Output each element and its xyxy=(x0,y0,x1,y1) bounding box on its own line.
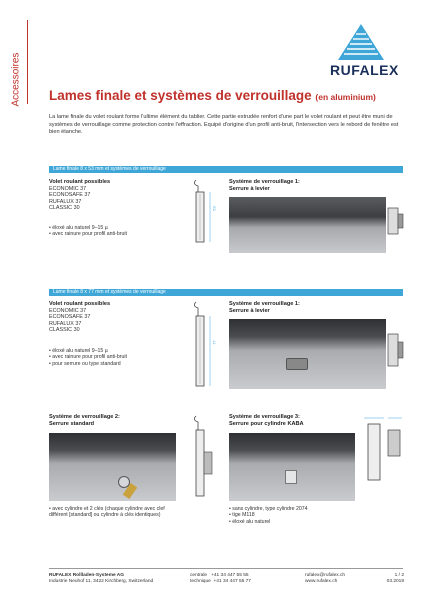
title-sub: (en aluminium) xyxy=(315,92,376,102)
bullet-item: • éloxé alu naturel 9–15 µ xyxy=(49,348,169,354)
bullet-item: • avec rainure pour profil anti-bruit xyxy=(49,231,169,237)
footer-central: +41 34 447 55 55 xyxy=(211,573,249,578)
footer-phones xyxy=(190,573,300,585)
model-item: CLASSIC 30 xyxy=(49,205,80,212)
section3-left-heading xyxy=(49,414,189,427)
kaba-lock-photo xyxy=(229,433,355,501)
model-item: ECONOSAFE 37 xyxy=(49,192,91,199)
bullet-item: • sans cylindre, type cylindre 2074 xyxy=(229,506,369,512)
dim-label: 53 xyxy=(211,206,217,211)
rufalex-logo-icon xyxy=(336,22,386,62)
sidebar-label: Accessoires xyxy=(10,52,22,107)
kaba-drawing-icon xyxy=(360,414,406,484)
footer-company: RUFALEX Rollladen-Systeme AG xyxy=(49,573,124,578)
section2-lock xyxy=(229,301,389,314)
section3-right-bullets xyxy=(229,506,369,525)
section1-lock-sub: Serrure à levier xyxy=(229,185,270,192)
bullet-item: • pour serrure ou type standard xyxy=(49,361,169,367)
footer-tech: +41 34 447 55 77 xyxy=(213,579,251,584)
kaba-cylinder-icon xyxy=(285,470,297,484)
section2-heading: Volet roulant possibles xyxy=(49,301,111,307)
footer-page-info xyxy=(380,573,404,585)
section3-left-bullets xyxy=(49,506,169,519)
footer-web[interactable]: www.rufalex.ch xyxy=(305,579,338,584)
section3-left-title: Système de verrouillage 2: xyxy=(49,414,120,420)
section1-rule xyxy=(49,172,403,173)
lock-photo-2 xyxy=(229,319,386,389)
model-item: ECONOMIC 37 xyxy=(49,307,87,314)
lever-lock-drawing-icon xyxy=(386,204,406,238)
section2-rule xyxy=(49,295,403,296)
footer-company-block xyxy=(49,573,179,585)
intro-text: La lame finale du volet roulant forme l'ultime élément du tablier. Cette partie extrudée renfort d'une part le volet roulant et peut être muni de systèmes de verrouillage comme protection contre l'effraction. Equipé d'origine d'un profil anti-bruit, l'intersection vers le rebord de fenêtre est bien étanche. xyxy=(49,114,399,136)
section3-right-sub: Serrure pour cylindre KABA xyxy=(229,420,304,427)
section1-bar: Lame finale 8 x 53 mm et systèmes de verrouillage xyxy=(49,166,403,173)
lock-photo-1 xyxy=(229,197,386,253)
bullet-item: • éloxé alu naturel 9–15 µ xyxy=(49,225,169,231)
section1-lock xyxy=(229,179,389,192)
section2-bar: Lame finale 8 x 77 mm et systèmes de verrouillage xyxy=(49,289,403,296)
section1-heading: Volet roulant possibles xyxy=(49,179,111,185)
brand-name: RUFALEX xyxy=(330,62,399,78)
footer-contacts xyxy=(305,573,375,585)
profile-drawing-icon xyxy=(188,414,222,504)
page-title xyxy=(49,88,376,103)
section1-lock-title: Système de verrouillage 1: xyxy=(229,179,300,185)
dim-label: 77 xyxy=(211,340,217,345)
bullet-item: • tige M118 xyxy=(229,512,369,518)
bullet-item: • avec rainure pour profil anti-bruit xyxy=(49,354,169,360)
section3-left-sub: Serrure standard xyxy=(49,420,95,427)
sidebar-tab xyxy=(8,20,24,110)
model-item: RUFALUX 37 xyxy=(49,320,82,327)
profile-drawing-icon xyxy=(188,178,222,248)
model-item: RUFALUX 37 xyxy=(49,198,82,205)
footer-date: 03.2019 xyxy=(386,579,404,584)
title-main: Lames finale et systèmes de verrouillage xyxy=(49,88,312,103)
section2-lock-sub: Serrure à levier xyxy=(229,307,270,314)
sidebar-rule xyxy=(27,20,28,104)
model-item: ECONOMIC 37 xyxy=(49,185,87,192)
model-item: ECONOSAFE 37 xyxy=(49,314,91,321)
section1-models xyxy=(49,179,169,212)
bullet-item: • éloxé alu naturel xyxy=(229,519,369,525)
lever-lock-drawing-icon xyxy=(386,330,406,370)
footer-page: 1 / 2 xyxy=(394,573,404,578)
standard-lock-photo xyxy=(49,433,176,501)
section3-right-title: Système de verrouillage 3: xyxy=(229,414,300,420)
footer-address: Industrie Neuhof 11, 3422 Kirchberg, Switzerland xyxy=(49,579,154,584)
footer-central-label: centrale xyxy=(190,573,208,578)
section2-bullets xyxy=(49,348,169,367)
model-item: CLASSIC 30 xyxy=(49,327,80,334)
section1-bullets xyxy=(49,225,169,238)
section2-lock-title: Système de verrouillage 1: xyxy=(229,301,300,307)
section2-models xyxy=(49,301,169,334)
footer-tech-label: technique xyxy=(190,579,211,584)
footer-email[interactable]: rufalex@rufalex.ch xyxy=(305,573,346,578)
bullet-item: • avec cylindre et 2 clés (chaque cylindre avec clef différent [standard] ou cylindre à clés identiques) xyxy=(49,506,169,519)
footer-rule xyxy=(49,568,403,569)
profile-drawing-icon xyxy=(188,300,222,392)
lever-lock-icon xyxy=(286,358,308,370)
